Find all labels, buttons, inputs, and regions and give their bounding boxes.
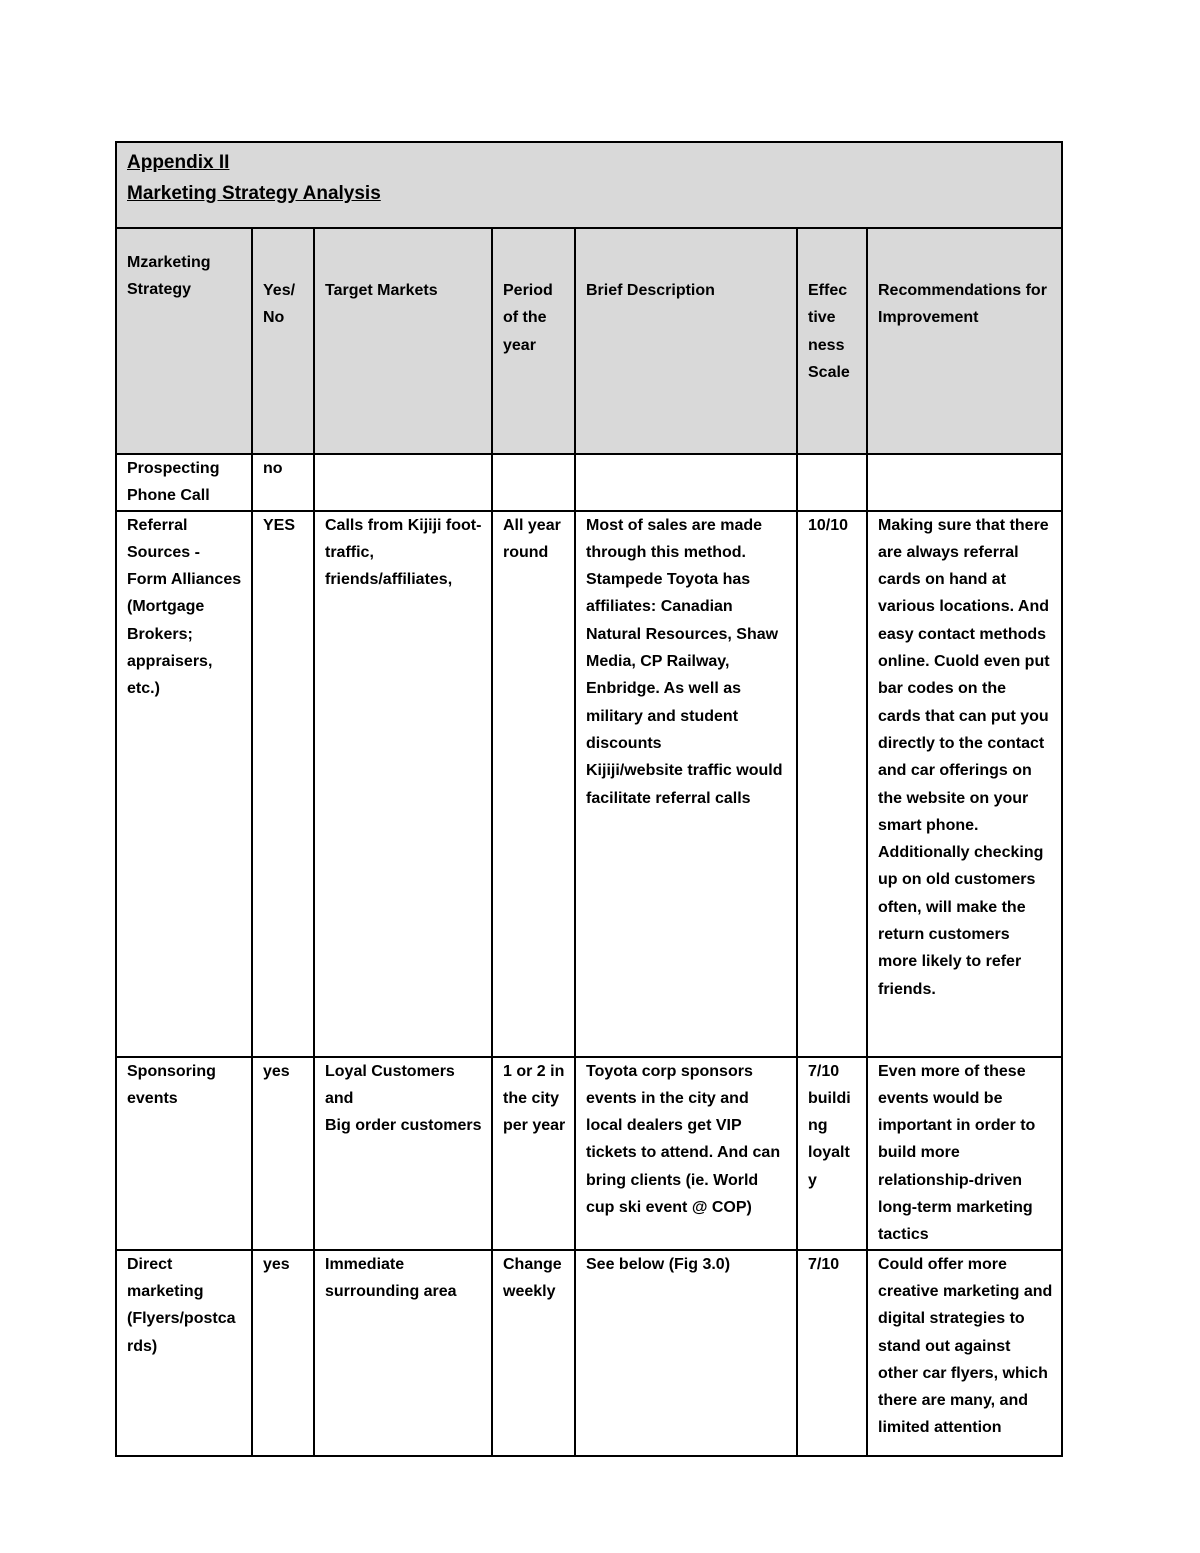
cell-description: [575, 454, 797, 511]
table-row: [116, 511, 1062, 1057]
cell-period: [492, 454, 575, 511]
cell-strategy: Direct marketing (Flyers/postca rds): [116, 1250, 252, 1456]
cell-recommendations: Making sure that there are always referral cards on hand at various locations. And easy contact methods online. Cuold even put bar codes on the cards that can put you directly to the contact and car offerings on the website on your smart phone. Additionally checking up on old customers often, will make the return customers more likely to refer friends.: [867, 511, 1062, 1057]
cell-strategy: Referral Sources - Form Alliances (Mortgage Brokers; appraisers, etc.): [116, 511, 252, 1057]
cell-period: Change weekly: [492, 1250, 575, 1456]
header-effectiveness-scale: Effec tive ness Scale: [797, 228, 867, 454]
cell-effectiveness: 7/10 buildi ng loyalt y: [797, 1057, 867, 1250]
cell-effectiveness: 10/10: [797, 511, 867, 1057]
cell-target-markets: Calls from Kijiji foot-traffic, friends/affiliates,: [314, 511, 492, 1057]
cell-description: Toyota corp sponsors events in the city and local dealers get VIP tickets to attend. And can bring clients (ie. World cup ski event @ COP): [575, 1057, 797, 1250]
cell-target-markets: [314, 454, 492, 511]
header-yes-no: Yes/ No: [252, 228, 314, 454]
table-row: [116, 1057, 1062, 1250]
cell-strategy: Sponsoring events: [116, 1057, 252, 1250]
cell-yes-no: no: [252, 454, 314, 511]
cell-target-markets: Immediate surrounding area: [314, 1250, 492, 1456]
cell-yes-no: yes: [252, 1250, 314, 1456]
cell-effectiveness: 7/10: [797, 1250, 867, 1456]
cell-recommendations: Even more of these events would be important in order to build more relationship-driven long-term marketing tactics: [867, 1057, 1062, 1250]
header-strategy: Mzarketing Strategy: [116, 228, 252, 454]
table-row: [116, 454, 1062, 511]
table-row: [116, 1250, 1062, 1456]
cell-yes-no: yes: [252, 1057, 314, 1250]
table-title: Marketing Strategy Analysis: [127, 183, 381, 204]
cell-recommendations: [867, 454, 1062, 511]
cell-period: 1 or 2 in the city per year: [492, 1057, 575, 1250]
appendix-title: Appendix II: [127, 152, 230, 173]
cell-effectiveness: [797, 454, 867, 511]
title-cell: [116, 142, 1062, 228]
marketing-strategy-table: [115, 141, 1063, 1457]
cell-description: See below (Fig 3.0): [575, 1250, 797, 1456]
description-paragraph: Kijiji/website traffic would facilitate referral calls: [586, 762, 783, 807]
cell-recommendations: Could offer more creative marketing and digital strategies to stand out against other car flyers, which there are many, and limited attention: [867, 1250, 1062, 1456]
header-brief-description: Brief Description: [575, 228, 797, 454]
target-line: Big order customers: [325, 1117, 482, 1135]
cell-period: All year round: [492, 511, 575, 1057]
header-period: Period of the year: [492, 228, 575, 454]
header-target-markets: Target Markets: [314, 228, 492, 454]
cell-strategy: Prospecting Phone Call: [116, 454, 252, 511]
cell-target-markets: [314, 1057, 492, 1250]
header-row: [116, 228, 1062, 454]
cell-yes-no: YES: [252, 511, 314, 1057]
header-recommendations: Recommendations for Improvement: [867, 228, 1062, 454]
target-line: Loyal Customers and: [325, 1062, 455, 1107]
title-row: [116, 142, 1062, 228]
cell-description: [575, 511, 797, 1057]
description-paragraph: Most of sales are made through this method. Stampede Toyota has affiliates: Canadian Natural Resources, Shaw Media, CP Railway, Enbridge. As well as military and student discounts: [586, 516, 779, 752]
